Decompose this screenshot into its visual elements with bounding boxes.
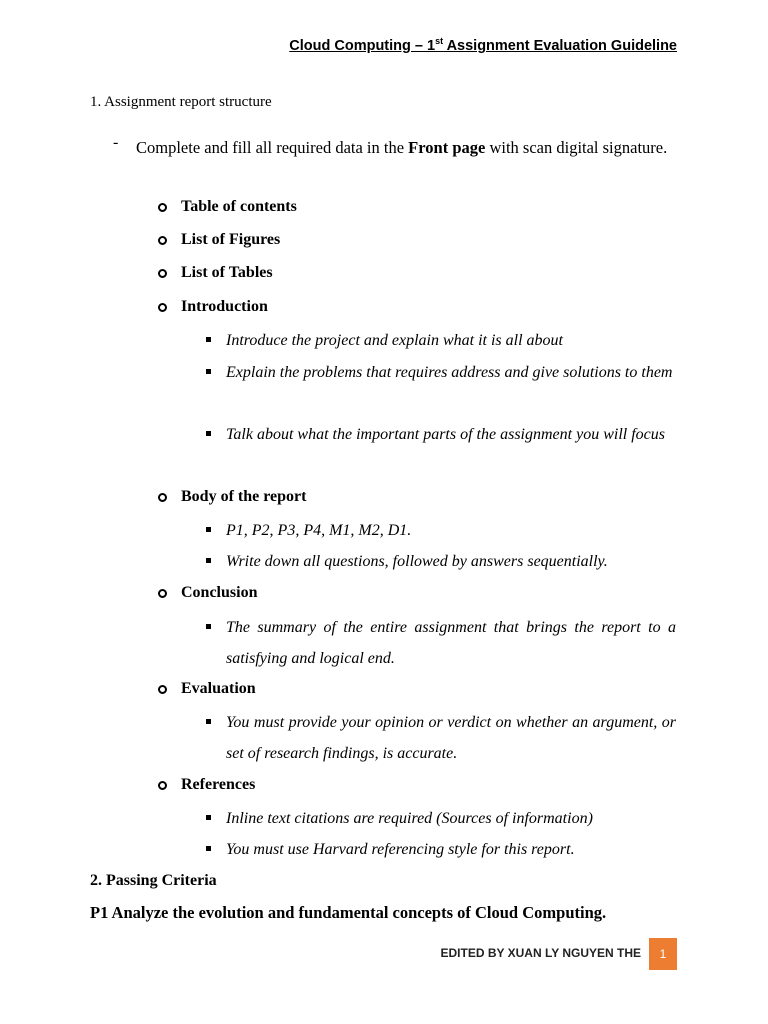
item-table-of-contents: Table of contents: [181, 198, 297, 215]
item-list-of-figures: List of Figures: [181, 231, 281, 248]
square-bullet-icon: [206, 431, 211, 436]
evaluation-point-1: You must provide your opinion or verdict on whether an argument, or set of research findings, is accurate.: [226, 714, 676, 762]
item-introduction: Introduction: [181, 298, 268, 315]
page-number: 1: [659, 947, 667, 961]
document-header: [289, 36, 677, 54]
circle-bullet-icon: [158, 269, 168, 279]
header-title-suffix: Assignment Evaluation Guideline: [443, 37, 677, 54]
introduction-point-1: Introduce the project and explain what it is all about: [226, 332, 563, 349]
square-bullet-icon: [206, 719, 211, 724]
p1-criterion: P1 Analyze the evolution and fundamental concepts of Cloud Computing.: [90, 903, 607, 922]
item-conclusion: Conclusion: [181, 584, 258, 601]
header-title-prefix: Cloud Computing – 1: [289, 37, 436, 54]
body-point-2: Write down all questions, followed by answers sequentially.: [226, 553, 608, 570]
square-bullet-icon: [206, 527, 211, 532]
introduction-point-2: Explain the problems that requires address and give solutions to them: [226, 364, 673, 381]
references-point-2: You must use Harvard referencing style for this report.: [226, 841, 575, 858]
square-bullet-icon: [206, 337, 211, 342]
footer-editor: EDITED BY XUAN LY NGUYEN THE: [440, 946, 641, 960]
header-title-sup: st: [435, 36, 444, 46]
square-bullet-icon: [206, 624, 211, 629]
circle-bullet-icon: [158, 203, 168, 213]
square-bullet-icon: [206, 846, 211, 851]
page-number-badge: [649, 938, 677, 970]
circle-bullet-icon: [158, 781, 168, 791]
instruction-text-start: Complete and fill all required data in the: [136, 138, 409, 157]
circle-bullet-icon: [158, 589, 168, 599]
square-bullet-icon: [206, 369, 211, 374]
conclusion-point-1: The summary of the entire assignment that brings the report to a satisfying and logical end.: [226, 619, 676, 667]
introduction-point-3: Talk about what the important parts of the assignment you will focus: [226, 426, 665, 443]
item-references: References: [181, 776, 256, 793]
instruction-front-page: Front page: [408, 138, 486, 157]
square-bullet-icon: [206, 815, 211, 820]
section2-heading: 2. Passing Criteria: [90, 872, 217, 889]
circle-bullet-icon: [158, 493, 168, 503]
item-evaluation: Evaluation: [181, 680, 256, 697]
references-point-1: Inline text citations are required (Sources of information): [226, 810, 593, 827]
dash-bullet: -: [113, 134, 119, 151]
item-body-of-report: Body of the report: [181, 488, 307, 505]
front-page-instruction: [136, 132, 676, 163]
square-bullet-icon: [206, 558, 211, 563]
circle-bullet-icon: [158, 685, 168, 695]
item-list-of-tables: List of Tables: [181, 264, 273, 281]
instruction-text-end: with scan digital signature.: [485, 138, 668, 157]
circle-bullet-icon: [158, 303, 168, 313]
body-point-1: P1, P2, P3, P4, M1, M2, D1.: [226, 522, 412, 539]
section1-heading: 1. Assignment report structure: [90, 94, 272, 110]
circle-bullet-icon: [158, 236, 168, 246]
